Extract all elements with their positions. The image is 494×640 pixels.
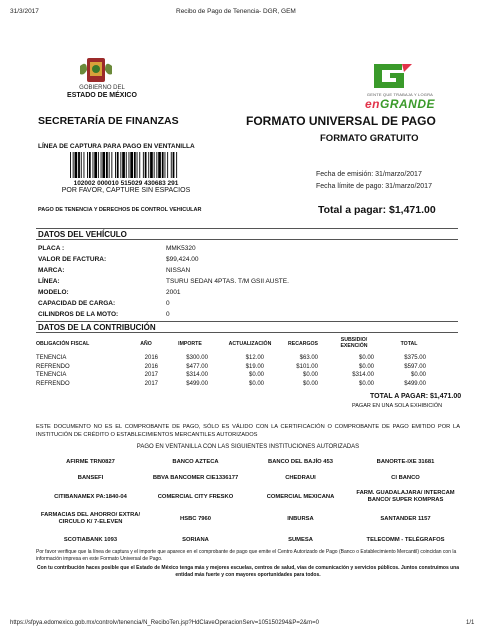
vehiculo-label: CAPACIDAD DE CARGA:: [38, 300, 116, 307]
barcode-bar: [162, 152, 164, 178]
institucion-name: BANCO DEL BAJÍO 453: [268, 458, 333, 465]
total-a-pagar-top: Total a pagar: $1,471.00: [318, 204, 436, 216]
barcode-bar: [70, 152, 71, 178]
slogan-tagline: GENTE QUE TRABAJA Y LOGRA: [366, 92, 434, 97]
col-header-subsidio: SUBSIDIO/ EXENCIÓN: [340, 337, 368, 349]
barcode-bar: [87, 152, 88, 178]
barcode-bar: [109, 152, 110, 178]
barcode-bar: [93, 152, 94, 178]
barcode-bar: [94, 152, 97, 178]
contribucion-cell: $375.00: [404, 355, 426, 361]
contribucion-cell: $0.00: [302, 380, 318, 387]
barcode-bar: [176, 152, 177, 178]
vehiculo-value: 0: [166, 311, 170, 318]
engrande-logo: [340, 92, 460, 111]
institucion-name: BANORTE-IXE 31681: [376, 458, 435, 465]
contribucion-cell: $0.00: [358, 363, 374, 370]
print-date: 31/3/2017: [10, 8, 39, 15]
contribucion-cell: $63.00: [299, 355, 318, 361]
slogan-brand-en: en: [364, 97, 380, 111]
barcode-bar: [117, 152, 119, 178]
gov-logo-text: [54, 85, 150, 100]
institucion-name: CHEDRAUI: [285, 474, 316, 481]
vehiculo-label: PLACA :: [38, 245, 65, 252]
contribucion-cell: TENENCIA: [36, 355, 67, 361]
contribucion-cell: $0.00: [358, 380, 374, 387]
institucion-name: SCOTIABANK 1093: [63, 536, 118, 543]
barcode-bar: [150, 152, 153, 178]
barcode-bar: [137, 152, 138, 178]
barcode-bar: [154, 152, 155, 178]
barcode-bar: [171, 152, 172, 178]
contribucion-cell: $0.00: [410, 372, 426, 378]
linea-captura-title: LÍNEA DE CAPTURA PARA PAGO EN VENTANILLA: [38, 143, 195, 150]
barcode-bar: [134, 152, 136, 178]
contribucion-cell: $0.00: [358, 355, 374, 361]
instituciones-row: [38, 487, 458, 507]
col-header-actualizacion: ACTUALIZACIÓN: [228, 341, 272, 347]
col-header-total: TOTAL: [400, 341, 418, 347]
institucion-name: FARMACIAS DEL AHORRO/ EXTRA/ CIRCULO K/ 7-ELEVEN: [40, 512, 141, 525]
contribucion-cell: $597.00: [404, 363, 426, 370]
barcode-bar: [98, 152, 99, 178]
instituciones-row: [38, 455, 458, 469]
institucion-name: CITIBANAMEX PA:1840-04: [54, 493, 127, 500]
institucion-name: BBVA BANCOMER CIE1336177: [152, 474, 239, 481]
vehiculo-value: $99,424.00: [166, 256, 199, 263]
barcode-bar: [89, 152, 91, 178]
barcode-bar: [130, 152, 133, 178]
secretaria-title: SECRETARÍA DE FINANZAS: [38, 115, 179, 127]
contribucion-cell: $101.00: [296, 363, 318, 370]
slogan-brand-grande: GRANDE: [380, 97, 436, 111]
instituciones-title: PAGO EN VENTANILLA CON LAS SIGUIENTES INSTITUCIONES AUTORIZADAS: [136, 444, 360, 450]
barcode-bar: [158, 152, 161, 178]
contribucion-cell: REFRENDO: [36, 380, 70, 387]
institucion-name: FARM. GUADALAJARA/ INTERCAM BANCO/ SUPER KOMPRAS: [356, 490, 455, 503]
barcode-bar: [156, 152, 157, 178]
pago-tenencia-label: PAGO DE TENENCIA Y DERECHOS DE CONTROL VEHICULAR: [38, 207, 202, 213]
vehiculo-value: MMK5320: [166, 245, 196, 252]
vehiculo-value: 2001: [166, 289, 181, 296]
contribucion-section-title: DATOS DE LA CONTRIBUCIÓN: [36, 321, 458, 333]
col-header-obligacion: OBLIGACIÓN FISCAL: [36, 341, 90, 347]
barcode-bar: [73, 152, 74, 178]
barcode-bar: [120, 152, 121, 178]
gov-line1: GOBIERNO DEL: [79, 85, 125, 91]
barcode-bar: [145, 152, 147, 178]
barcode-bar: [115, 152, 116, 178]
print-title: Recibo de Pago de Tenencia- DGR, GEM: [176, 8, 296, 15]
contribucion-cell: $314.00: [352, 372, 374, 378]
barcode-bar: [84, 152, 85, 178]
contribucion-cell: TENENCIA: [36, 372, 67, 378]
col-header-anio: AÑO: [140, 341, 152, 347]
barcode-bar: [139, 152, 140, 178]
disclaimer-text: ESTE DOCUMENTO NO ES EL COMPROBANTE DE PAGO, SÓLO ES VÁLIDO CON LA CERTIFICACIÓN O COMPROBANTE DE PAGO EMITIDO POR LA INSTITUCIÓN DE CRÉDITO O ESTABLECIMIENTOS MERCANTILES AUTORIZADOS: [36, 424, 460, 438]
vehiculo-value: TSURU SEDAN 4PTAS. T/M GSII AUSTE.: [166, 278, 289, 285]
barcode-bar: [148, 152, 149, 178]
page-url: https://sfpya.edomexico.gob.mx/controlv/tenencia/N_ReciboTen.jsp?HdClaveOperacionServ=105150294&P=2&m=0: [10, 620, 320, 626]
slogan-brand: [340, 97, 460, 111]
vehiculo-label: MARCA:: [38, 267, 65, 274]
col-header-importe: IMPORTE: [178, 341, 202, 347]
barcode-bar: [106, 152, 108, 178]
barcode-image: [70, 152, 180, 178]
vehiculo-label: CILINDROS DE LA MOTO:: [38, 311, 119, 318]
barcode-bar: [143, 152, 144, 178]
instituciones-row: [38, 507, 458, 531]
fecha-emision: Fecha de emisión: 31/marzo/2017: [316, 171, 422, 178]
barcode-bar: [81, 152, 82, 178]
instituciones-row: [38, 469, 458, 487]
barcode-bar: [173, 152, 175, 178]
vehiculo-label: VALOR DE FACTURA:: [38, 256, 107, 263]
contribucion-cell: $477.00: [186, 363, 208, 370]
instituciones-row: [38, 531, 458, 549]
total-a-pagar-bottom: TOTAL A PAGAR: $1,471.00: [370, 393, 462, 400]
institucion-name: COMERCIAL MEXICANA: [266, 493, 335, 500]
footer-note: Por favor verifique que la línea de captura y el importe que aparece en el comprobante de pago que emite el Centro Autorizado de Pago (Banco o Establecimiento Mercantil) coincidan con la información impresa en este Formato Universal de Pago.: [36, 549, 457, 562]
institucion-name: CI BANCO: [391, 474, 420, 481]
footer-message: Con tu contribución haces posible que el Estado de México tenga más y mejores escuelas, centros de salud, vías de comunicación y servicios públicos. Juntos construimos una entidad más fuerte y con mayores oportunidades para todos.: [36, 565, 460, 578]
institucion-name: COMERCIAL CITY FRESKO: [157, 493, 234, 500]
vehiculo-section-title: DATOS DEL VEHÍCULO: [36, 228, 458, 240]
contribucion-cell: 2017: [144, 372, 158, 378]
institucion-name: SANTANDER 1157: [380, 515, 431, 522]
institucion-name: BANSEFI: [77, 474, 104, 481]
barcode-bar: [111, 152, 112, 178]
barcode-number: 102002 000010 515029 430683 291: [73, 180, 179, 187]
engrande-g-icon: [360, 58, 424, 90]
institucion-name: TELECOMM - TELÉGRAFOS: [366, 536, 445, 543]
pago-una-exhibicion: PAGAR EN UNA SOLA EXHIBICIÓN: [352, 403, 443, 409]
contribucion-cell: $0.00: [248, 372, 264, 378]
institucion-name: AFIRME TRN0827: [66, 458, 115, 465]
institucion-name: BANCO AZTECA: [172, 458, 219, 465]
barcode-bar: [129, 152, 130, 178]
barcode-bar: [126, 152, 127, 178]
formato-title: FORMATO UNIVERSAL DE PAGO: [246, 114, 436, 128]
barcode-note: POR FAVOR, CAPTURE SIN ESPACIOS: [61, 187, 191, 194]
institucion-name: SORIANA: [182, 536, 209, 543]
barcode-bar: [122, 152, 125, 178]
fecha-limite: Fecha límite de pago: 31/marzo/2017: [316, 183, 432, 190]
barcode-bar: [167, 152, 168, 178]
vehiculo-value: NISSAN: [166, 267, 191, 274]
institucion-name: HSBC 7960: [180, 515, 211, 522]
contribucion-cell: $499.00: [404, 380, 426, 387]
vehiculo-label: MODELO:: [38, 289, 69, 296]
gov-line2: ESTADO DE MÉXICO: [67, 91, 137, 99]
contribucion-cell: 2016: [144, 355, 158, 361]
barcode-bar: [102, 152, 105, 178]
contribucion-cell: $0.00: [302, 372, 318, 378]
barcode-bar: [165, 152, 166, 178]
contribucion-cell: REFRENDO: [36, 363, 70, 370]
barcode-bar: [101, 152, 102, 178]
institucion-name: INBURSA: [287, 515, 314, 522]
instituciones-grid: [38, 455, 458, 549]
contribucion-cell: $499.00: [186, 380, 208, 387]
vehiculo-label: LÍNEA:: [38, 278, 60, 285]
contribucion-cell: 2016: [144, 363, 158, 370]
vehiculo-value: 0: [166, 300, 170, 307]
barcode-bar: [75, 152, 78, 178]
contribucion-cell: $0.00: [248, 380, 264, 387]
page-number: 1/1: [466, 620, 475, 626]
contribucion-cell: $19.00: [245, 363, 264, 370]
institucion-name: SUMESA: [288, 536, 313, 543]
contribucion-cell: $300.00: [186, 355, 208, 361]
contribucion-cell: $314.00: [186, 372, 208, 378]
contribucion-cell: 2017: [144, 380, 158, 387]
formato-subtitle: FORMATO GRATUITO: [320, 133, 419, 144]
contribucion-cell: $12.00: [245, 355, 264, 361]
barcode-bar: [78, 152, 80, 178]
col-header-recargos: RECARGOS: [288, 341, 318, 347]
